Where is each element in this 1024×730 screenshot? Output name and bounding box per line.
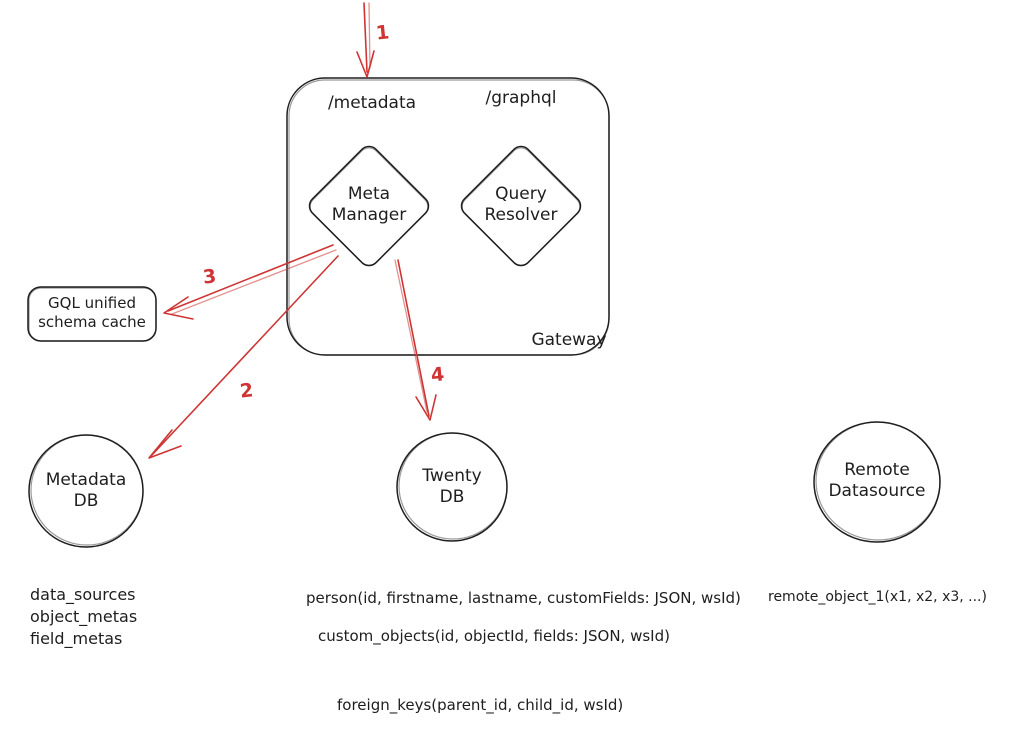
arrow-1 [357, 3, 374, 77]
twenty-db-label [382, 466, 522, 509]
custom-objects-table-annotation: custom_objects(id, objectId, fields: JSON, wsId) [318, 627, 670, 645]
arrow-3 [164, 245, 336, 319]
arrow-4-label: 4 [429, 363, 446, 387]
twenty-db-line2: DB [439, 487, 465, 508]
meta-manager-label [299, 184, 439, 227]
schema-cache-line1: GQL unified [48, 294, 136, 312]
meta-manager-line1: Meta [347, 184, 391, 204]
remote-datasource-line2: Datasource [828, 481, 926, 502]
metadata-table-item: data_sources [30, 585, 136, 604]
gateway-caption: Gateway [531, 330, 607, 350]
metadata-db-line2: DB [73, 491, 99, 512]
query-resolver-label [451, 184, 591, 227]
twenty-db-line1: Twenty [422, 466, 482, 486]
remote-datasource-line1: Remote [844, 460, 910, 480]
endpoint-graphql-label: /graphql [485, 88, 557, 108]
schema-cache-label [28, 294, 156, 332]
metadata-db-line1: Metadata [45, 470, 127, 490]
schema-cache-line2: schema cache [38, 312, 146, 331]
person-table-annotation: person(id, firstname, lastname, customFields: JSON, wsId) [306, 589, 741, 607]
arrow-2-label: 2 [238, 379, 255, 403]
meta-manager-line2: Manager [331, 205, 407, 226]
metadata-tables-list [30, 584, 137, 650]
metadata-table-item: field_metas [30, 629, 123, 649]
arrow-1-label: 1 [374, 21, 391, 45]
endpoint-metadata-label: /metadata [327, 93, 417, 113]
query-resolver-line1: Query [495, 184, 547, 204]
remote-datasource-label [807, 460, 947, 503]
query-resolver-line2: Resolver [484, 205, 558, 226]
metadata-db-label [16, 470, 156, 513]
arrow-4 [395, 260, 436, 420]
metadata-table-item: object_metas [30, 607, 138, 627]
remote-table-annotation: remote_object_1(x1, x2, x3, ...) [768, 589, 987, 605]
foreign-keys-table-annotation: foreign_keys(parent_id, child_id, wsId) [337, 696, 624, 714]
arrow-3-label: 3 [201, 265, 218, 289]
